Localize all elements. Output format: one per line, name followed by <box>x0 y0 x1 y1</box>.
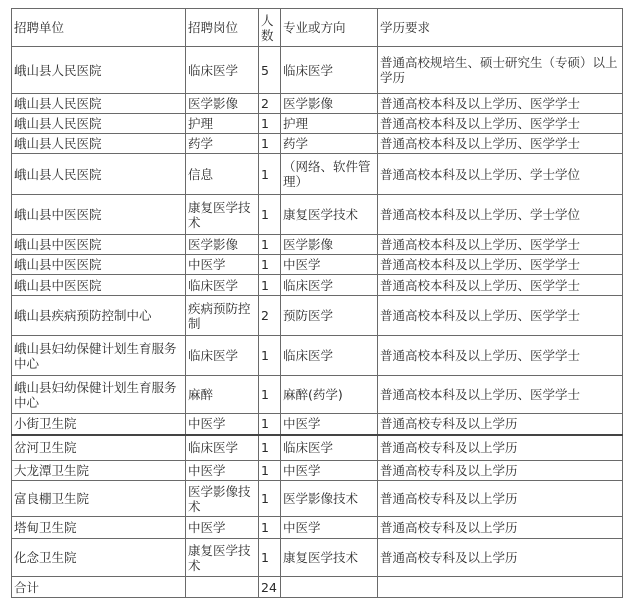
cell-position: 中医学 <box>186 461 259 481</box>
cell-position: 中医学 <box>186 517 259 539</box>
cell-major: 中医学 <box>281 461 378 481</box>
cell-count: 1 <box>259 414 281 435</box>
cell-unit: 小街卫生院 <box>12 414 186 435</box>
cell-count: 1 <box>259 376 281 414</box>
table-row <box>12 154 623 195</box>
cell-unit: 峨山县中医医院 <box>12 235 186 255</box>
cell-position: 临床医学 <box>186 336 259 376</box>
cell-major: 医学影像 <box>281 235 378 255</box>
recruitment-table <box>11 8 623 598</box>
cell-unit: 峨山县疾病预防控制中心 <box>12 296 186 336</box>
cell-major: 临床医学 <box>281 47 378 94</box>
cell-education: 普通高校专科及以上学历 <box>378 461 623 481</box>
table-row <box>12 195 623 235</box>
cell-major: 中医学 <box>281 255 378 275</box>
cell-position: 康复医学技术 <box>186 195 259 235</box>
header-row <box>12 9 623 47</box>
cell-major: 康复医学技术 <box>281 195 378 235</box>
cell-count: 5 <box>259 47 281 94</box>
cell-major: 临床医学 <box>281 336 378 376</box>
table-row <box>12 114 623 134</box>
cell-position: 临床医学 <box>186 47 259 94</box>
cell-unit: 峨山县妇幼保健计划生育服务中心 <box>12 336 186 376</box>
table-row <box>12 296 623 336</box>
cell-unit: 峨山县人民医院 <box>12 94 186 114</box>
cell-unit: 峨山县妇幼保健计划生育服务中心 <box>12 376 186 414</box>
table-row <box>12 94 623 114</box>
table-row <box>12 481 623 517</box>
cell-position: 药学 <box>186 134 259 154</box>
cell-count: 1 <box>259 461 281 481</box>
cell-education: 普通高校本科及以上学历、医学学士 <box>378 255 623 275</box>
cell-major: 康复医学技术 <box>281 539 378 577</box>
header-education: 学历要求 <box>378 9 623 47</box>
cell-unit: 塔甸卫生院 <box>12 517 186 539</box>
cell-position: 中医学 <box>186 255 259 275</box>
cell-education: 普通高校专科及以上学历 <box>378 414 623 435</box>
cell-major: 药学 <box>281 134 378 154</box>
header-unit: 招聘单位 <box>12 9 186 47</box>
cell-major: 护理 <box>281 114 378 134</box>
cell-education: 普通高校本科及以上学历、学士学位 <box>378 195 623 235</box>
cell-count: 1 <box>259 517 281 539</box>
cell-count: 1 <box>259 114 281 134</box>
cell-major: （网络、软件管理） <box>281 154 378 195</box>
table-row <box>12 275 623 296</box>
table-row <box>12 255 623 275</box>
cell-education: 普通高校专科及以上学历 <box>378 517 623 539</box>
header-position: 招聘岗位 <box>186 9 259 47</box>
cell-major: 医学影像技术 <box>281 481 378 517</box>
cell-major: 预防医学 <box>281 296 378 336</box>
cell-education: 普通高校本科及以上学历、医学学士 <box>378 134 623 154</box>
cell-education: 普通高校本科及以上学历、医学学士 <box>378 296 623 336</box>
total-count: 24 <box>259 577 281 598</box>
cell-unit: 峨山县中医医院 <box>12 195 186 235</box>
cell-count: 1 <box>259 539 281 577</box>
cell-position: 临床医学 <box>186 435 259 461</box>
header-count: 人数 <box>259 9 281 47</box>
cell-position: 临床医学 <box>186 275 259 296</box>
cell-unit: 峨山县中医医院 <box>12 255 186 275</box>
cell-position: 麻醉 <box>186 376 259 414</box>
cell-unit: 大龙潭卫生院 <box>12 461 186 481</box>
total-empty-position <box>186 577 259 598</box>
total-empty-education <box>378 577 623 598</box>
cell-major: 医学影像 <box>281 94 378 114</box>
table-row <box>12 376 623 414</box>
cell-unit: 峨山县人民医院 <box>12 47 186 94</box>
cell-education: 普通高校本科及以上学历、医学学士 <box>378 376 623 414</box>
cell-position: 医学影像技术 <box>186 481 259 517</box>
cell-count: 1 <box>259 481 281 517</box>
cell-major: 中医学 <box>281 517 378 539</box>
cell-unit: 岔河卫生院 <box>12 435 186 461</box>
cell-count: 1 <box>259 134 281 154</box>
table-row <box>12 461 623 481</box>
cell-education: 普通高校本科及以上学历、医学学士 <box>378 275 623 296</box>
cell-education: 普通高校专科及以上学历 <box>378 435 623 461</box>
table-row <box>12 517 623 539</box>
cell-position: 医学影像 <box>186 235 259 255</box>
table-row <box>12 414 623 435</box>
cell-major: 中医学 <box>281 414 378 435</box>
cell-education: 普通高校本科及以上学历、医学学士 <box>378 94 623 114</box>
header-major: 专业或方向 <box>281 9 378 47</box>
cell-position: 信息 <box>186 154 259 195</box>
cell-count: 1 <box>259 435 281 461</box>
table-row <box>12 336 623 376</box>
cell-unit: 峨山县人民医院 <box>12 154 186 195</box>
table-row <box>12 47 623 94</box>
total-row <box>12 577 623 598</box>
cell-count: 1 <box>259 275 281 296</box>
cell-count: 1 <box>259 154 281 195</box>
cell-count: 1 <box>259 255 281 275</box>
cell-major: 麻醉(药学) <box>281 376 378 414</box>
cell-position: 疾病预防控制 <box>186 296 259 336</box>
cell-education: 普通高校本科及以上学历、医学学士 <box>378 235 623 255</box>
total-empty-major <box>281 577 378 598</box>
cell-education: 普通高校本科及以上学历、医学学士 <box>378 114 623 134</box>
cell-major: 临床医学 <box>281 435 378 461</box>
cell-position: 护理 <box>186 114 259 134</box>
cell-education: 普通高校本科及以上学历、学士学位 <box>378 154 623 195</box>
cell-count: 1 <box>259 195 281 235</box>
cell-position: 康复医学技术 <box>186 539 259 577</box>
cell-position: 医学影像 <box>186 94 259 114</box>
cell-position: 中医学 <box>186 414 259 435</box>
cell-count: 2 <box>259 94 281 114</box>
table-row <box>12 134 623 154</box>
cell-education: 普通高校专科及以上学历 <box>378 539 623 577</box>
cell-major: 临床医学 <box>281 275 378 296</box>
table-row <box>12 435 623 461</box>
table-row <box>12 539 623 577</box>
cell-unit: 富良棚卫生院 <box>12 481 186 517</box>
total-label: 合计 <box>12 577 186 598</box>
cell-education: 普通高校本科及以上学历、医学学士 <box>378 336 623 376</box>
cell-unit: 峨山县人民医院 <box>12 134 186 154</box>
cell-education: 普通高校专科及以上学历 <box>378 481 623 517</box>
cell-unit: 峨山县人民医院 <box>12 114 186 134</box>
cell-count: 1 <box>259 235 281 255</box>
cell-education: 普通高校规培生、硕士研究生（专硕）以上学历 <box>378 47 623 94</box>
cell-unit: 化念卫生院 <box>12 539 186 577</box>
cell-unit: 峨山县中医医院 <box>12 275 186 296</box>
table-row <box>12 235 623 255</box>
cell-count: 1 <box>259 336 281 376</box>
cell-count: 2 <box>259 296 281 336</box>
